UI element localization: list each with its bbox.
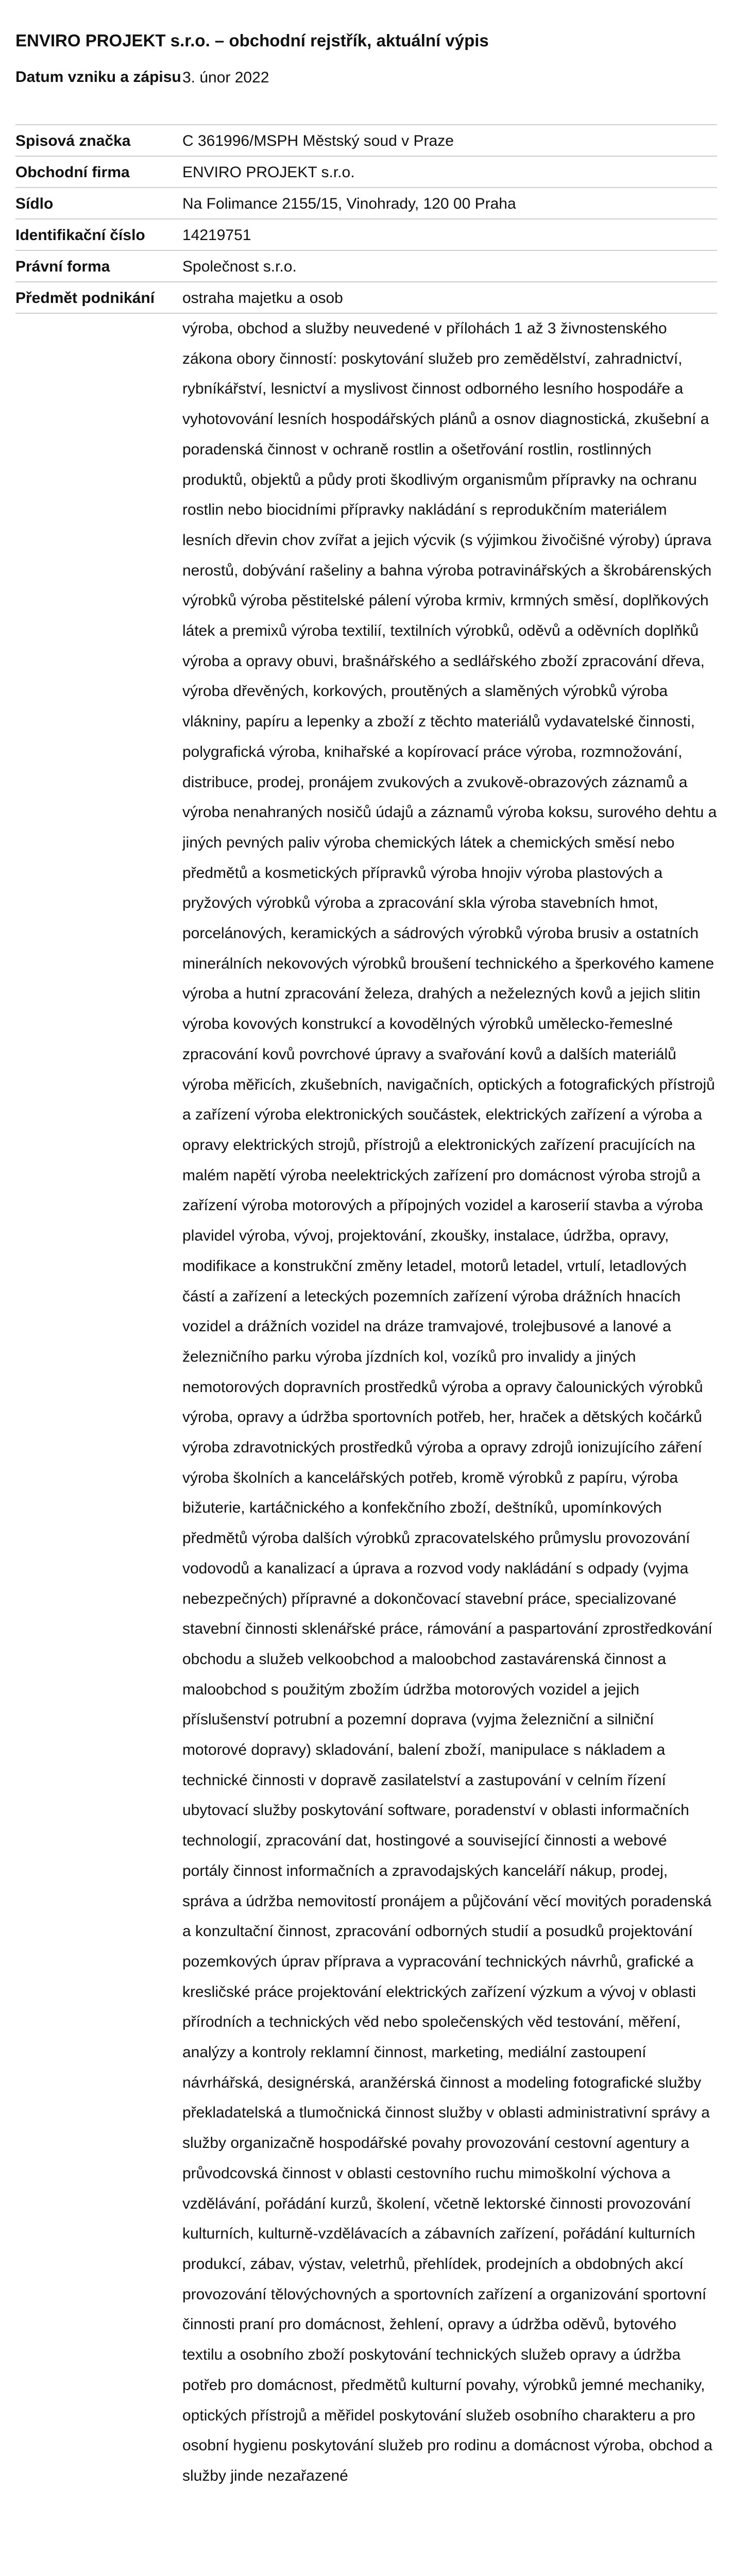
row-founding-date <box>15 61 717 125</box>
row-legal-form <box>15 251 717 282</box>
address-label: Sídlo <box>15 195 54 212</box>
ico-label: Identifikační číslo <box>15 227 145 244</box>
address-value: Na Folimance 2155/15, Vinohrady, 120 00 Praha <box>182 195 516 212</box>
ico-value: 14219751 <box>182 227 251 244</box>
row-company-name <box>15 157 717 188</box>
row-business-scope <box>15 282 717 314</box>
business-scope-label: Předmět podnikání <box>15 290 155 307</box>
register-extract <box>15 0 717 2576</box>
file-number-label: Spisová značka <box>15 132 131 149</box>
legal-form-value: Společnost s.r.o. <box>182 258 297 275</box>
founding-date-label: Datum vzniku a zápisu <box>15 69 181 86</box>
file-number-value: C 361996/MSPH Městský soud v Praze <box>182 132 454 149</box>
founding-date-value: 3. únor 2022 <box>182 69 269 86</box>
row-address <box>15 188 717 219</box>
row-file-number <box>15 125 717 157</box>
company-name-label: Obchodní firma <box>15 164 130 181</box>
row-ico <box>15 219 717 251</box>
legal-form-label: Právní forma <box>15 258 110 275</box>
business-scope-value: ostraha majetku a osob <box>182 290 343 307</box>
page-title: ENVIRO PROJEKT s.r.o. – obchodní rejstřík, aktuální výpis <box>15 31 489 50</box>
business-scope-text: výroba, obchod a služby neuvedené v přílohách 1 až 3 živnostenského zákona obory činností: poskytování služeb pro zemědělství, zahradnictví, rybníkářství, lesnictví a myslivost činnost odborného lesního hospodáře a vyhotovování lesních hospodářských plánů a osnov diagnostická, zkušební a poradenská činnost v ochraně rostlin a ošetřování rostlin, rostlinných produktů, objektů a půdy proti škodlivým organismům přípravky na ochranu rostlin nebo biocidními přípravky nakládání s reprodukčním materiálem lesních dřevin chov zvířat a jejich výcvik (s výjimkou živočišné výroby) úprava nerostů, dobývání rašeliny a bahna výroba potravinářských a škrobárenských výrobků výroba pěstitelské pálení výroba krmiv, krmných směsí, doplňkových látek a premixů výroba textilií, textilních výrobků, oděvů a oděvních doplňků výroba a opravy obuvi, brašnářského a sedlářského zboží zpracování dřeva, výroba dřevěných, korkových, proutěných a slaměných výrobků výroba vlákniny, papíru a lepenky a zboží z těchto materiálů vydavatelské činnosti, polygrafická výroba, knihařské a kopírovací práce výroba, rozmnožování, distribuce, prodej, pronájem zvukových a zvukově-obrazových záznamů a výroba nenahraných nosičů údajů a záznamů výroba koksu, surového dehtu a jiných pevných paliv výroba chemických látek a chemických směsí nebo předmětů a kosmetických přípravků výroba hnojiv výroba plastových a pryžových výrobků výroba a zpracování skla výroba stavebních hmot, porcelánových, keramických a sádrových výrobků výroba brusiv a ostatních minerálních nekovových výrobků broušení technického a šperkového kamene výroba a hutní zpracování železa, drahých a neželezných kovů a jejich slitin výroba kovových konstrukcí a kovodělných výrobků umělecko-řemeslné zpracování kovů povrchové úpravy a svařování kovů a dalších materiálů výroba měřicích, zkušebních, navigačních, optických a fotografických přístrojů a zařízení výroba elektronických součástek, elektrických zařízení a výroba a opravy elektrických strojů, přístrojů a elektronických zařízení pracujících na malém napětí výroba neelektrických zařízení pro domácnost výroba strojů a zařízení výroba motorových a přípojných vozidel a karoserií stavba a výroba plavidel výroba, vývoj, projektování, zkoušky, instalace, údržba, opravy, modifikace a konstrukční změny letadel, motorů letadel, vrtulí, letadlových částí a zařízení a leteckých pozemních zařízení výroba drážních hnacích vozidel a drážních vozidel na dráze tramvajové, trolejbusové a lanové a železničního parku výroba jízdních kol, vozíků pro invalidy a jiných nemotorových dopravních prostředků výroba a opravy čalounických výrobků výroba, opravy a údržba sportovních potřeb, her, hraček a dětských kočárků výroba zdravotnických prostředků výroba a opravy zdrojů ionizujícího záření výroba školních a kancelářských potřeb, kromě výrobků z papíru, výroba bižuterie, kartáčnického a konfekčního zboží, deštníků, upomínkových předmětů výroba dalších výrobků zpracovatelského průmyslu provozování vodovodů a kanalizací a úprava a rozvod vody nakládání s odpady (vyjma nebezpečných) přípravné a dokončovací stavební práce, specializované stavební činnosti sklenářské práce, rámování a paspartování zprostředkování obchodu a služeb velkoobchod a maloobchod zastavárenská činnost a maloobchod s použitým zbožím údržba motorových vozidel a jejich příslušenství potrubní a pozemní doprava (vyjma železniční a silniční motorové dopravy) skladování, balení zboží, manipulace s nákladem a technické činnosti v dopravě zasilatelství a zastupování v celním řízení ubytovací služby poskytování software, poradenství v oblasti informačních technologií, zpracování dat, hostingové a související činnosti a webové portály činnost informačních a zpravodajských kanceláří nákup, prodej, správa a údržba nemovitostí pronájem a půjčování věcí movitých poradenská a konzultační činnost, zpracování odborných studií a posudků projektování pozemkových úprav příprava a vypracování technických návrhů, grafické a kresličské práce projektování elektrických zařízení výzkum a vývoj v oblasti přírodních a technických věd nebo společenských věd testování, měření, analýzy a kontroly reklamní činnost, marketing, mediální zastoupení návrhářská, designérská, aranžérská činnost a modeling fotografické služby překladatelská a tlumočnická činnost služby v oblasti administrativní správy a služby organizačně hospodářské povahy provozování cestovní agentury a průvodcovská činnost v oblasti cestovního ruchu mimoškolní výchova a vzdělávání, pořádání kurzů, školení, včetně lektorské činnosti provozování kulturních, kulturně-vzdělávacích a zábavních zařízení, pořádání kulturních produkcí, zábav, výstav, veletrhů, přehlídek, prodejních a obdobných akcí provozování tělovýchovných a sportovních zařízení a organizování sportovní činnosti praní pro domácnost, žehlení, opravy a údržba oděvů, bytového textilu a osobního zboží poskytování technických služeb opravy a údržba potřeb pro domácnost, předmětů kulturní povahy, výrobků jemné mechaniky, optických přístrojů a měřidel poskytování služeb osobního charakteru a pro osobní hygienu poskytování služeb pro rodinu a domácnost výroba, obchod a služby jinde nezařazené <box>182 314 717 2576</box>
company-name-value: ENVIRO PROJEKT s.r.o. <box>182 164 355 181</box>
